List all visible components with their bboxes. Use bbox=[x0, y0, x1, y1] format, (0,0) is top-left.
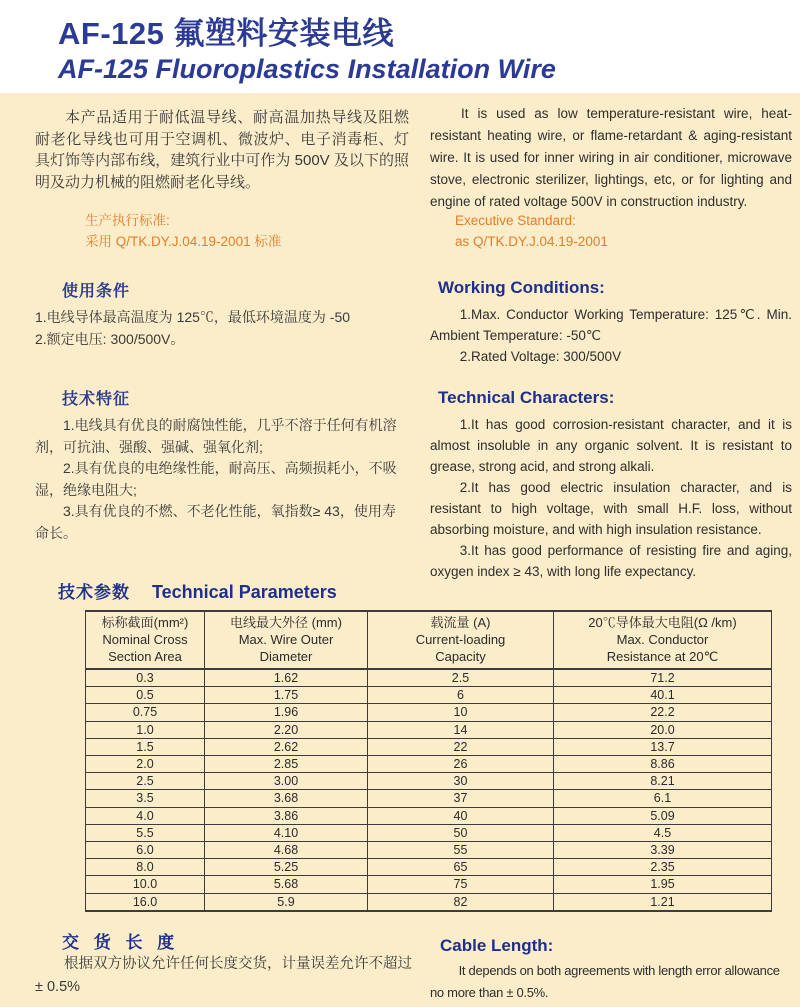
datasheet-body bbox=[0, 93, 800, 1007]
working-conditions-title: Working Conditions: bbox=[438, 278, 605, 297]
col-header-nominal-cross-section bbox=[86, 611, 205, 669]
table-row bbox=[86, 790, 772, 807]
col-header-line: Diameter bbox=[259, 649, 313, 664]
table-cell: 10.0 bbox=[86, 876, 205, 893]
table-cell: 1.96 bbox=[205, 704, 368, 721]
table-cell: 1.75 bbox=[205, 687, 368, 704]
working-condition-item: 2.Rated Voltage: 300/500V bbox=[459, 349, 622, 364]
table-row bbox=[86, 807, 772, 824]
table-cell: 40 bbox=[368, 807, 554, 824]
technical-parameters-title-zh: 技术参数 bbox=[58, 583, 130, 602]
table-cell: 8.0 bbox=[86, 859, 205, 876]
table-cell: 4.5 bbox=[554, 824, 772, 841]
intro-paragraph-en: It is used as low temperature-resistant wire, heat-resistant heating wire, or flame-retardant & aging-resistant wire. It is used for inner wiring in air conditioner, microwave stove, electronic sterilizer, lightings, etc, or for lighting and engine of rated voltage 500V in construction industry. bbox=[430, 106, 792, 209]
parameters-table bbox=[85, 610, 772, 912]
tech-feature-item: 3.具有优良的不燃、不老化性能，氧指数≥ 43，使用寿命长。 bbox=[35, 503, 396, 541]
table-cell: 5.25 bbox=[205, 859, 368, 876]
col-header-line: Section Area bbox=[108, 649, 182, 664]
production-standard-value-zh: 采用 Q/TK.DY.J.04.19-2001 标准 bbox=[85, 234, 282, 249]
col-header-max-wire-outer-diameter bbox=[205, 611, 368, 669]
tech-feature-item: 1.电线具有优良的耐腐蚀性能，几乎不溶于任何有机溶剂，可抗油、强酸、强碱、强氧化剂; bbox=[35, 417, 397, 455]
cable-length-title-zh: 交 货 长 度 bbox=[62, 933, 180, 952]
table-cell: 3.86 bbox=[205, 807, 368, 824]
table-cell: 0.75 bbox=[86, 704, 205, 721]
tech-feature-item: 2.具有优良的电绝缘性能，耐高压、高频损耗小，不吸湿，绝缘电阻大; bbox=[35, 460, 397, 498]
table-cell: 4.0 bbox=[86, 807, 205, 824]
table-row bbox=[86, 704, 772, 721]
table-cell: 26 bbox=[368, 756, 554, 773]
table-cell: 5.09 bbox=[554, 807, 772, 824]
table-cell: 55 bbox=[368, 842, 554, 859]
col-header-line: Resistance at 20℃ bbox=[606, 649, 719, 664]
table-row bbox=[86, 669, 772, 687]
table-cell: 2.85 bbox=[205, 756, 368, 773]
col-header-line: Current-loading bbox=[415, 632, 506, 647]
technical-parameters-title-en: Technical Parameters bbox=[152, 582, 337, 602]
parameters-table-body bbox=[86, 669, 772, 911]
col-header-line: Nominal Cross bbox=[102, 632, 188, 647]
col-header-line: 电线最大外径 (mm) bbox=[230, 615, 342, 630]
table-cell: 2.20 bbox=[205, 721, 368, 738]
table-row bbox=[86, 738, 772, 755]
executive-standard-label: Executive Standard: bbox=[455, 213, 576, 228]
table-cell: 82 bbox=[368, 893, 554, 911]
table-cell: 71.2 bbox=[554, 669, 772, 687]
technical-characters-section-en bbox=[430, 388, 792, 582]
page-header bbox=[0, 0, 800, 93]
table-cell: 6.0 bbox=[86, 842, 205, 859]
tech-features-title-zh: 技术特征 bbox=[62, 391, 131, 408]
table-cell: 2.35 bbox=[554, 859, 772, 876]
table-cell: 1.0 bbox=[86, 721, 205, 738]
executive-standard-value: as Q/TK.DY.J.04.19-2001 bbox=[455, 234, 608, 249]
table-cell: 0.5 bbox=[86, 687, 205, 704]
table-cell: 2.5 bbox=[368, 669, 554, 687]
table-row bbox=[86, 687, 772, 704]
table-cell: 37 bbox=[368, 790, 554, 807]
table-cell: 16.0 bbox=[86, 893, 205, 911]
col-header-line: 载流量 (A) bbox=[430, 615, 491, 630]
cable-length-body-en: It depends on both agreements with length error allowance no more than ± 0.5%. bbox=[430, 963, 780, 1000]
usage-condition-item: 1.电线导体最高温度为 125℃，最低环境温度为 -50 bbox=[35, 309, 351, 325]
col-header-line: 20℃导体最大电阻(Ω /km) bbox=[588, 615, 737, 630]
table-cell: 22.2 bbox=[554, 704, 772, 721]
table-row bbox=[86, 721, 772, 738]
table-cell: 6.1 bbox=[554, 790, 772, 807]
col-header-line: Max. Conductor bbox=[616, 632, 709, 647]
cable-length-title-en: Cable Length: bbox=[440, 936, 554, 955]
col-header-line: Capacity bbox=[435, 649, 486, 664]
table-cell: 8.86 bbox=[554, 756, 772, 773]
table-cell: 1.5 bbox=[86, 738, 205, 755]
col-header-line: 标称截面(mm²) bbox=[101, 615, 189, 630]
table-cell: 2.62 bbox=[205, 738, 368, 755]
table-cell: 13.7 bbox=[554, 738, 772, 755]
table-cell: 0.3 bbox=[86, 669, 205, 687]
table-row bbox=[86, 876, 772, 893]
usage-conditions-section-zh bbox=[35, 278, 409, 350]
table-cell: 3.39 bbox=[554, 842, 772, 859]
table-cell: 30 bbox=[368, 773, 554, 790]
table-cell: 75 bbox=[368, 876, 554, 893]
table-cell: 8.21 bbox=[554, 773, 772, 790]
col-header-current-loading-capacity bbox=[368, 611, 554, 669]
table-cell: 3.68 bbox=[205, 790, 368, 807]
table-cell: 20.0 bbox=[554, 721, 772, 738]
table-cell: 3.00 bbox=[205, 773, 368, 790]
intro-section-zh bbox=[35, 107, 409, 193]
table-cell: 14 bbox=[368, 721, 554, 738]
tech-features-section-zh bbox=[35, 386, 409, 544]
table-cell: 4.68 bbox=[205, 842, 368, 859]
executive-standard-en bbox=[455, 210, 608, 252]
table-row bbox=[86, 842, 772, 859]
table-row bbox=[86, 773, 772, 790]
working-condition-item: 1.Max. Conductor Working Temperature: 125℃. Min. Ambient Temperature: -50℃ bbox=[430, 307, 792, 343]
technical-characters-title: Technical Characters: bbox=[438, 388, 615, 407]
table-cell: 2.5 bbox=[86, 773, 205, 790]
table-cell: 4.10 bbox=[205, 824, 368, 841]
table-cell: 5.68 bbox=[205, 876, 368, 893]
table-row bbox=[86, 824, 772, 841]
table-row bbox=[86, 893, 772, 911]
intro-paragraph-zh: 本产品适用于耐低温导线、耐高温加热导线及阻燃耐老化导线也可用于空调机、微波炉、电子消毒柜、灯具灯饰等内部布线，建筑行业中可作为 500V 及以下的照明及动力机械的阻燃耐老化导线。 bbox=[35, 109, 409, 191]
production-standard-zh bbox=[85, 210, 281, 252]
cable-length-body-zh: 根据双方协议允许任何长度交货，计量误差允许不超过 ± 0.5% bbox=[35, 956, 412, 995]
usage-conditions-title-zh: 使用条件 bbox=[62, 283, 131, 300]
technical-character-item: 3.It has good performance of resisting fire and aging, oxygen index ≥ 43, with long life expectancy. bbox=[430, 543, 792, 579]
col-header-max-conductor-resistance bbox=[554, 611, 772, 669]
table-cell: 1.62 bbox=[205, 669, 368, 687]
table-cell: 10 bbox=[368, 704, 554, 721]
table-cell: 2.0 bbox=[86, 756, 205, 773]
table-row bbox=[86, 756, 772, 773]
table-cell: 1.95 bbox=[554, 876, 772, 893]
table-cell: 40.1 bbox=[554, 687, 772, 704]
technical-parameters-heading bbox=[58, 578, 337, 603]
production-standard-label-zh: 生产执行标准: bbox=[85, 213, 170, 228]
table-row bbox=[86, 859, 772, 876]
technical-character-item: 1.It has good corrosion-resistant character, and it is almost insoluble in any organic solvent. It is resistant to grease, strong acid, and strong alkali. bbox=[430, 417, 792, 474]
page-title-en: AF-125 Fluoroplastics Installation Wire bbox=[58, 54, 556, 84]
table-cell: 3.5 bbox=[86, 790, 205, 807]
table-cell: 1.21 bbox=[650, 894, 675, 909]
table-cell: 50 bbox=[368, 824, 554, 841]
usage-condition-item: 2.额定电压: 300/500V。 bbox=[35, 330, 185, 347]
technical-character-item: 2.It has good electric insulation character, and is resistant to high voltage, with small H.F. loss, without absorbing moisture, and with high insulation resistance. bbox=[430, 480, 792, 537]
intro-section-en bbox=[430, 103, 792, 213]
table-cell: 6 bbox=[368, 687, 554, 704]
working-conditions-section-en bbox=[430, 278, 792, 367]
table-cell: 22 bbox=[368, 738, 554, 755]
table-cell: 65 bbox=[368, 859, 554, 876]
table-cell: 5.9 bbox=[205, 893, 368, 911]
col-header-line: Max. Wire Outer bbox=[238, 632, 334, 647]
page-title-zh: AF-125 氟塑料安装电线 bbox=[58, 16, 394, 51]
table-cell: 5.5 bbox=[86, 824, 205, 841]
parameters-table-header bbox=[86, 611, 772, 669]
